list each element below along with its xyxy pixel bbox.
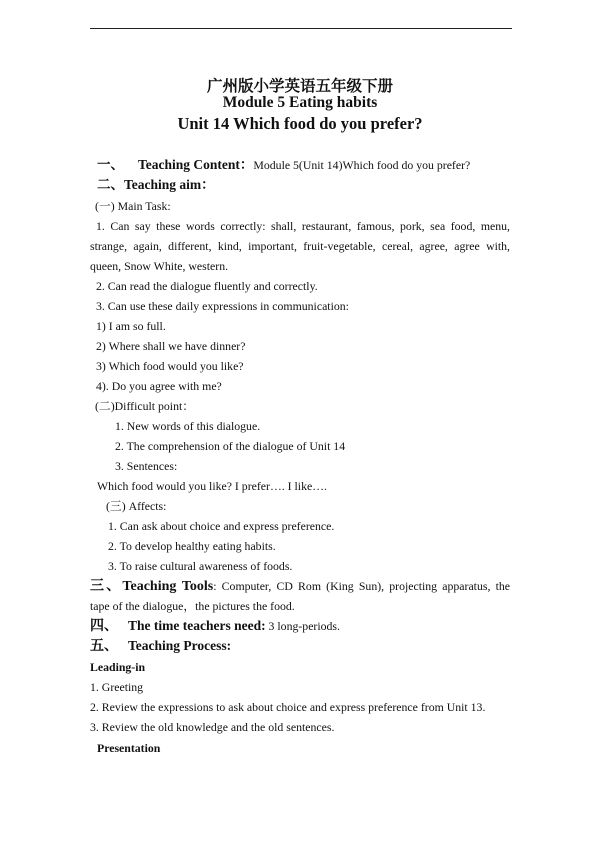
unit-title: Unit 14 Which food do you prefer?	[177, 114, 423, 133]
main-task-item1-line1: 1. Can say these words correctly: shall, restaurant, famous, pork, sea food, menu,	[96, 219, 510, 233]
difficult-item1: 1. New words of this dialogue.	[115, 419, 261, 433]
expression-1: 1) I am so full.	[96, 319, 166, 333]
leading-in-item2: 2. Review the expressions to ask about choice and express preference from Unit 13.	[90, 700, 486, 714]
time-needed-text: 3 long-periods.	[265, 619, 340, 633]
title-chinese: 广州版小学英语五年级下册	[206, 78, 393, 95]
main-task-item2: 2. Can read the dialogue fluently and correctly.	[96, 279, 318, 293]
difficult-item3: 3. Sentences:	[115, 459, 178, 473]
section-number: 五、	[90, 639, 118, 654]
teaching-aim-heading: 二、Teaching aim：	[97, 177, 215, 192]
difficult-item2: 2. The comprehension of the dialogue of Unit 14	[115, 439, 346, 453]
section-number: 四、	[90, 619, 118, 634]
presentation-heading: Presentation	[97, 741, 161, 755]
teaching-tools-line2: tape of the dialogue，the pictures the food.	[90, 599, 295, 613]
main-task-item3: 3. Can use these daily expressions in communication:	[96, 299, 349, 313]
teaching-process-line	[90, 638, 231, 655]
teaching-tools-line1	[90, 578, 510, 595]
teaching-tools-text: : Computer, CD Rom (King Sun), projecting apparatus, the	[213, 579, 510, 593]
affects-item1: 1. Can ask about choice and express preference.	[108, 519, 335, 533]
difficult-sentence: Which food would you like? I prefer…. I like….	[97, 479, 327, 493]
expression-3: 3) Which food would you like?	[96, 359, 244, 373]
teaching-content-text: Module 5(Unit 14)Which food do you prefer?	[253, 158, 471, 172]
difficult-point-label: (二)Difficult point：	[95, 399, 195, 413]
teaching-process-label: Teaching Process:	[128, 638, 232, 653]
teaching-content-line	[97, 157, 470, 173]
leading-in-heading: Leading-in	[90, 660, 146, 674]
affects-item2: 2. To develop healthy eating habits.	[108, 539, 276, 553]
main-task-item1-line3: queen, Snow White, western.	[90, 259, 229, 273]
expression-4: 4). Do you agree with me?	[96, 379, 222, 393]
leading-in-item3: 3. Review the old knowledge and the old sentences.	[90, 720, 335, 734]
expression-2: 2) Where shall we have dinner?	[96, 339, 246, 353]
teaching-tools-label: 三、Teaching Tools	[90, 579, 214, 594]
main-task-label: (一) Main Task:	[95, 199, 171, 213]
affects-label: (三) Affects:	[106, 499, 167, 513]
time-needed-label: The time teachers need:	[128, 618, 266, 633]
top-rule	[90, 28, 512, 29]
section-number: 一、	[97, 157, 124, 172]
module-title: Module 5 Eating habits	[222, 94, 378, 111]
teaching-content-label: Teaching Content：	[138, 157, 254, 172]
affects-item3: 3. To raise cultural awareness of foods.	[108, 559, 293, 573]
time-needed-line	[90, 618, 340, 635]
leading-in-item1: 1. Greeting	[90, 680, 144, 694]
main-task-item1-line2: strange, again, different, kind, important, fruit-vegetable, cereal, agree, agree with,	[90, 239, 510, 253]
